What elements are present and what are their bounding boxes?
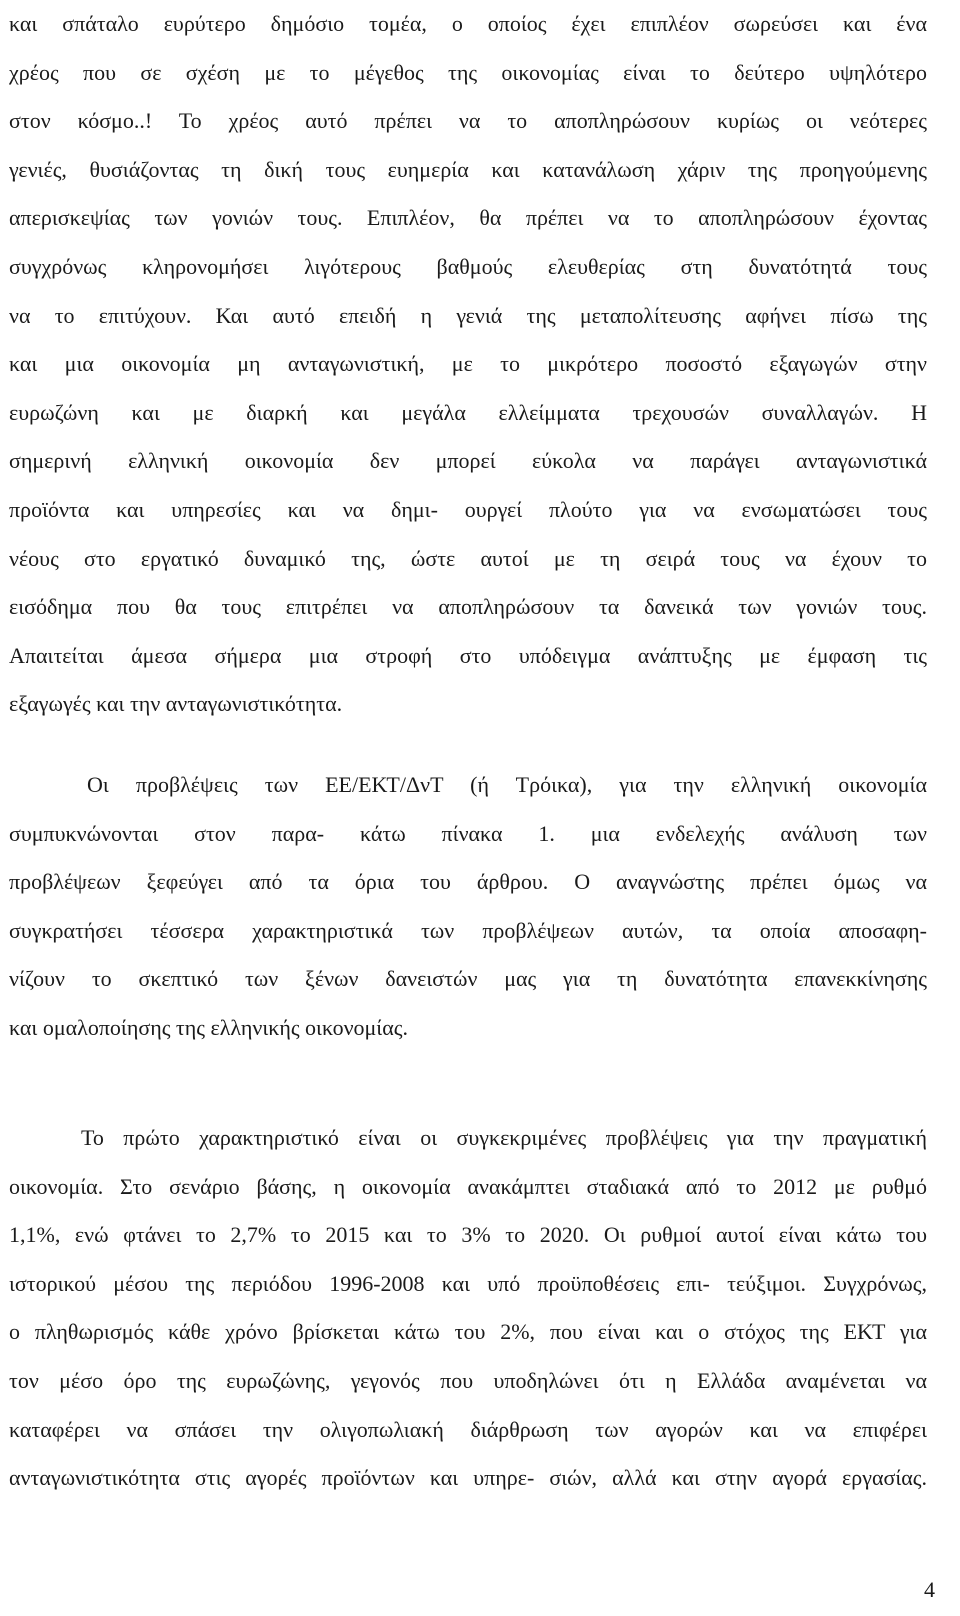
text-line: εξαγωγές και την ανταγωνιστικότητα.: [9, 691, 343, 717]
text-line: προϊόντα και υπηρεσίες και να δημι- ουργεί πλούτο για να ενσωματώσει τους: [9, 496, 927, 522]
text-line: ανταγωνιστικότητα στις αγορές προϊόντων και υπηρε- σιών, αλλά και στην αγορά εργασίας.: [9, 1465, 927, 1491]
text-line: ιστορικού μέσου της περιόδου 1996-2008 και υπό προϋποθέσεις επι- τεύξιμοι. Συγχρόνως,: [9, 1270, 927, 1296]
text-line: προβλέψεων ξεφεύγει από τα όρια του άρθρου. Ο αναγνώστης πρέπει όμως να: [9, 869, 927, 895]
text-line: οικονομία. Στο σενάριο βάσης, η οικονομία ανακάμπτει σταδιακά από το 2012 με ρυθμό: [9, 1173, 927, 1199]
paragraph-real-economy: [9, 1114, 927, 1503]
page-number: 4: [924, 1577, 935, 1602]
text-line: και ομαλοποίησης της ελληνικής οικονομίας.: [9, 1014, 408, 1040]
text-line: Οι προβλέψεις των ΕΕ/ΕΚΤ/ΔνΤ (ή Τρόικα), για την ελληνική οικονομία: [87, 772, 927, 797]
text-line: συγκρατήσει τέσσερα χαρακτηριστικά των προβλέψεων αυτών, τα οποία αποσαφη-: [9, 917, 927, 943]
text-line: ευρωζώνη και με διαρκή και μεγάλα ελλείμματα τρεχουσών συναλλαγών. Η: [9, 399, 927, 425]
text-line: Το πρώτο χαρακτηριστικό είναι οι συγκεκριμένες προβλέψεις για την πραγματική: [81, 1125, 927, 1150]
text-line: συγχρόνως κληρονομήσει λιγότερους βαθμούς ελευθερίας στη δυνατότητά τους: [9, 253, 927, 279]
text-line: νέους στο εργατικό δυναμικό της, ώστε αυτοί με τη σειρά τους να έχουν το: [9, 545, 927, 571]
text-line: νίζουν το σκεπτικό των ξένων δανειστών μας για τη δυνατότητα επανεκκίνησης: [9, 966, 927, 992]
text-line: να το επιτύχουν. Και αυτό επειδή η γενιά της μεταπολίτευσης αφήνει πίσω της: [9, 302, 927, 328]
text-line: συμπυκνώνονται στον παρα- κάτω πίνακα 1. μια ενδελεχής ανάλυση των: [9, 820, 927, 846]
text-line: απερισκεψίας των γονιών τους. Επιπλέον, θα πρέπει να το αποπληρώσουν έχοντας: [9, 205, 927, 231]
text-line: ο πληθωρισμός κάθε χρόνο βρίσκεται κάτω του 2%, που είναι και ο στόχος της ΕΚΤ για: [9, 1319, 927, 1345]
text-line: χρέος που σε σχέση με το μέγεθος της οικονομίας είναι το δεύτερο υψηλότερο: [9, 59, 927, 85]
text-line: 1,1%, ενώ φτάνει το 2,7% το 2015 και το 3% το 2020. Οι ρυθμοί αυτοί είναι κάτω του: [9, 1222, 927, 1248]
text-line: τον μέσο όρο της ευρωζώνης, γεγονός που υποδηλώνει ότι η Ελλάδα αναμένεται να: [9, 1367, 927, 1393]
text-line: καταφέρει να σπάσει την ολιγοπωλιακή διάρθρωση των αγορών και να επιφέρει: [9, 1416, 927, 1442]
text-line: εισόδημα που θα τους επιτρέπει να αποπληρώσουν τα δανεικά των γονιών τους.: [9, 594, 927, 620]
text-line: και σπάταλο ευρύτερο δημόσιο τομέα, ο οποίος έχει επιπλέον σωρεύσει και ένα: [9, 11, 927, 36]
text-line: Απαιτείται άμεσα σήμερα μια στροφή στο υπόδειγμα ανάπτυξης με έμφαση τις: [9, 642, 927, 668]
text-line: γενιές, θυσιάζοντας τη δική τους ευημερία και κατανάλωση χάριν της προηγούμενης: [9, 156, 927, 182]
text-line: στον κόσμο..! Το χρέος αυτό πρέπει να το αποπληρώσουν κυρίως οι νεότερες: [9, 108, 927, 134]
paragraph-national-debt: [9, 0, 927, 729]
text-line: και μια οικονομία μη ανταγωνιστική, με το μικρότερο ποσοστό εξαγωγών στην: [9, 351, 927, 377]
paragraph-troika-forecasts: [9, 761, 927, 1053]
text-line: σημερινή ελληνική οικονομία δεν μπορεί εύκολα να παράγει ανταγωνιστικά: [9, 448, 927, 474]
